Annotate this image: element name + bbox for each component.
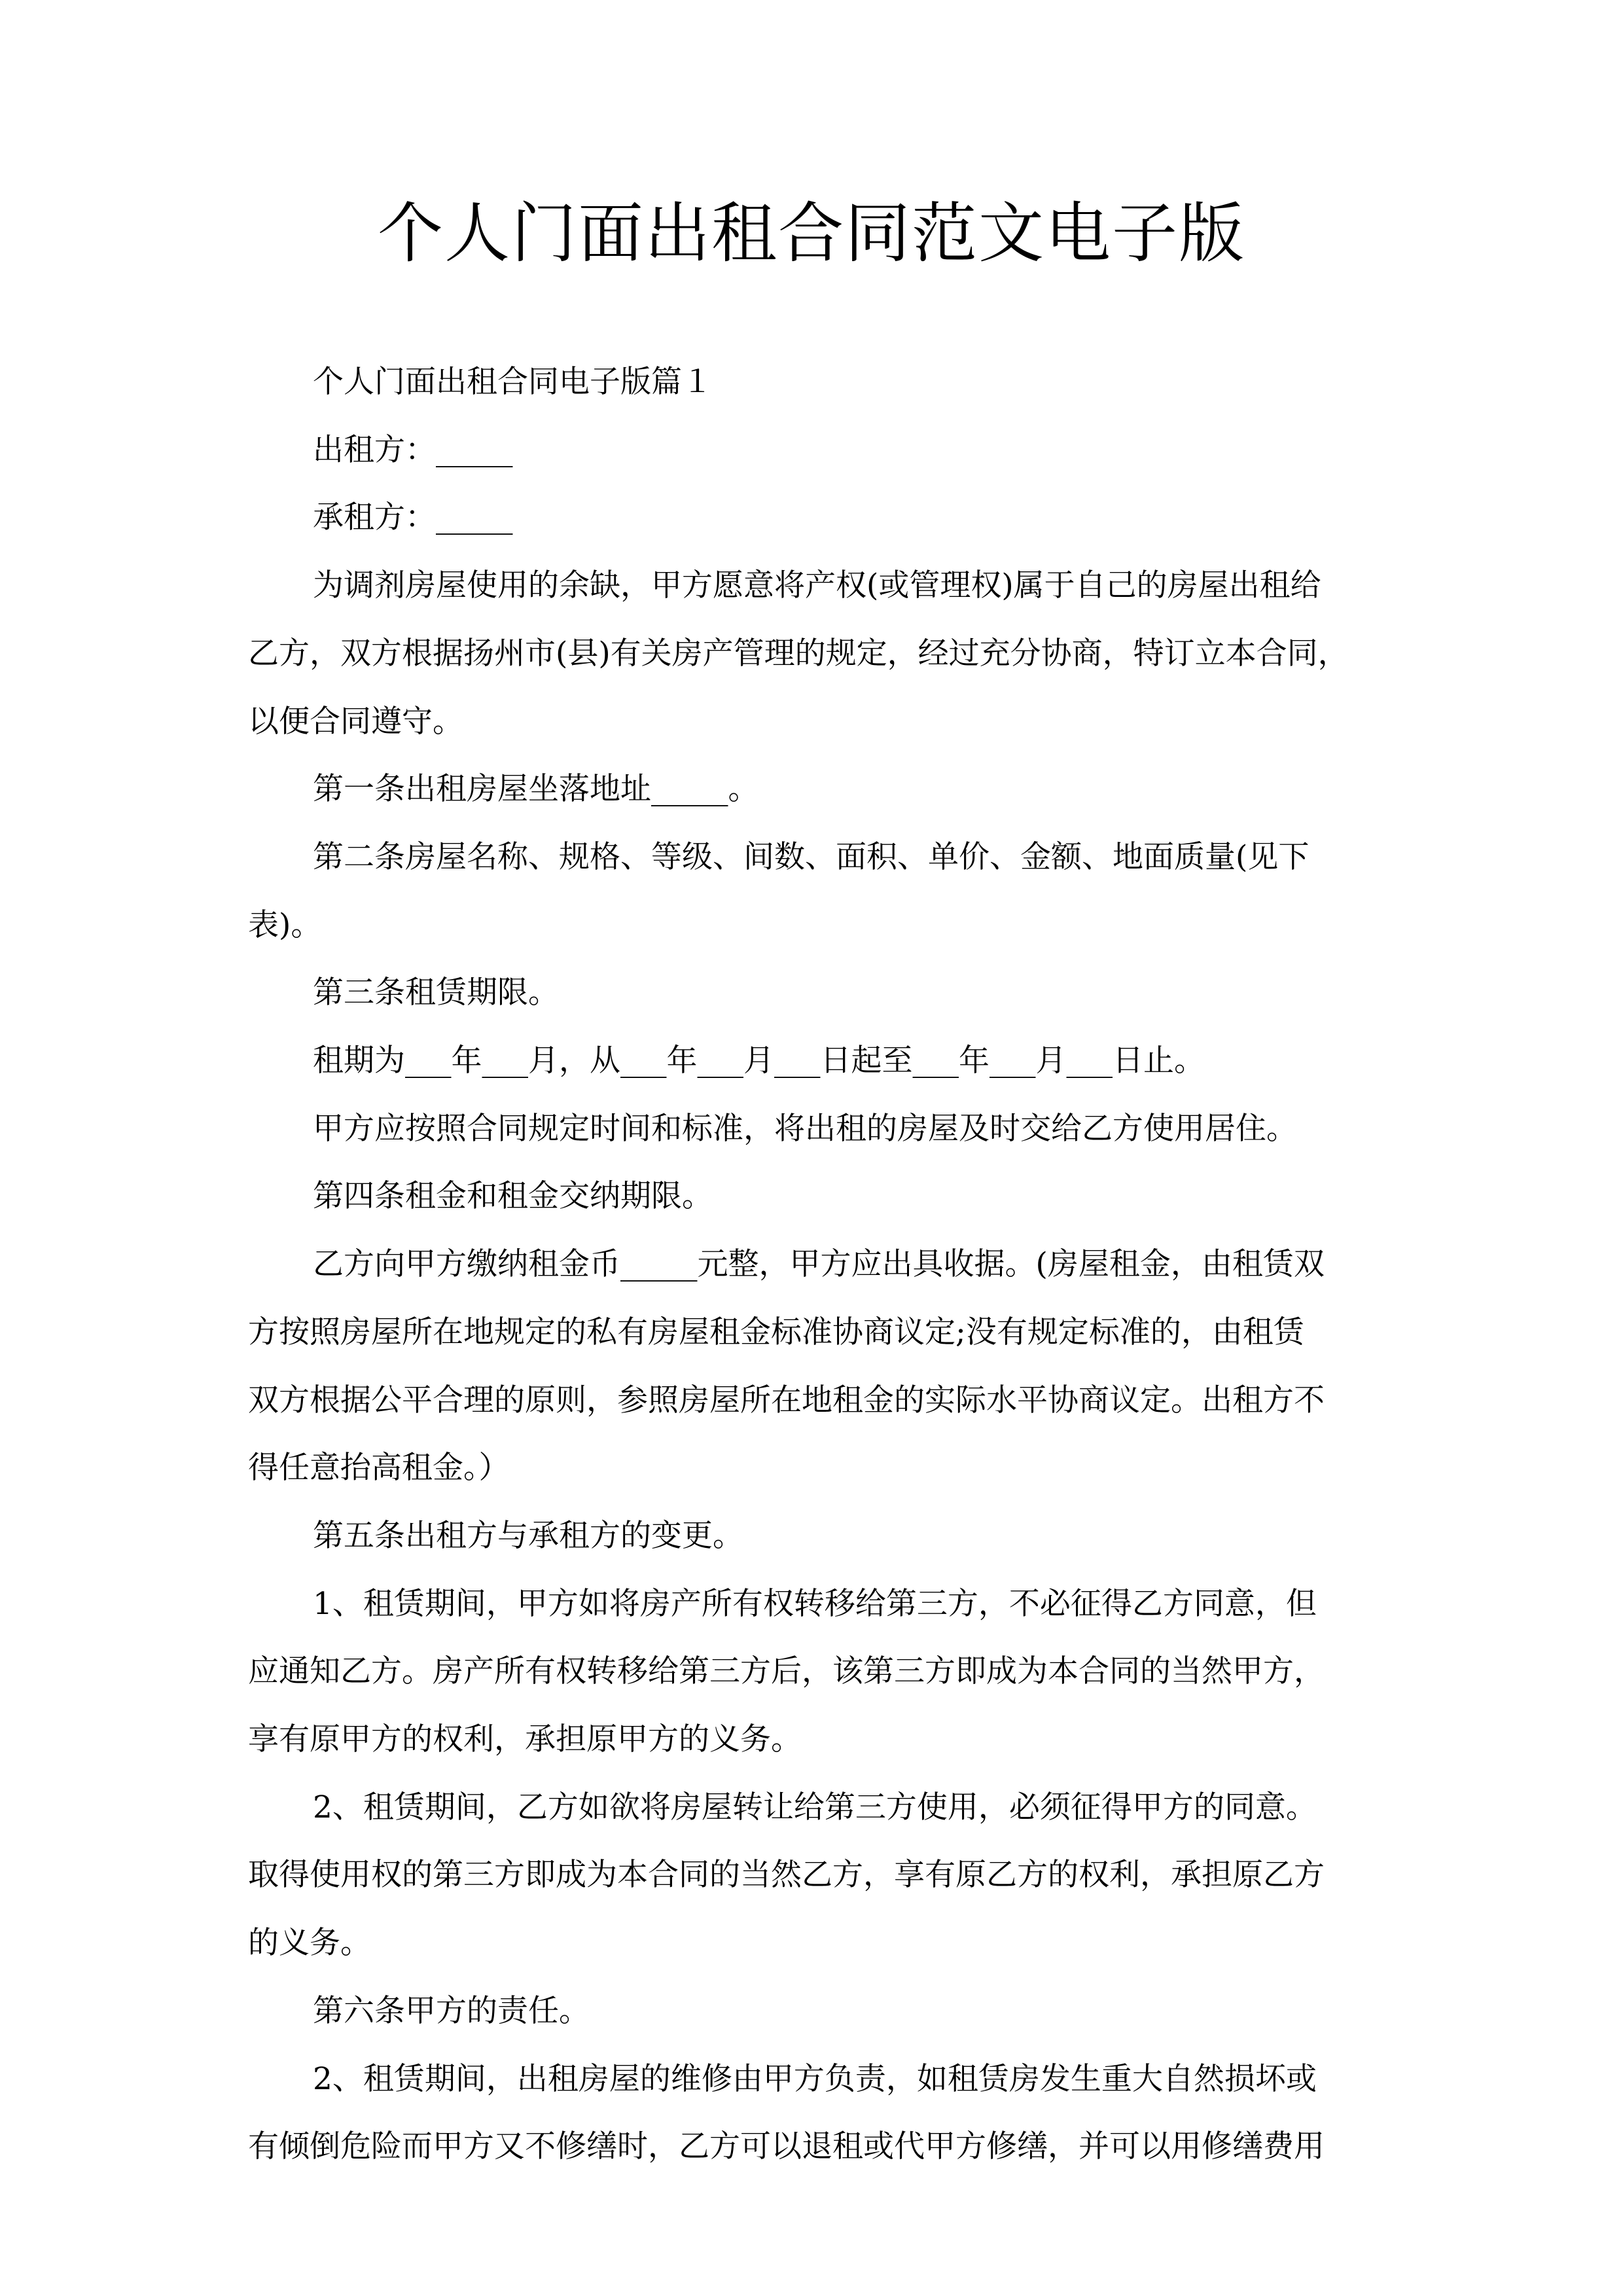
preamble-paragraph — [248, 552, 1390, 755]
article-5-item-2 — [248, 1774, 1390, 1977]
document-body — [248, 348, 1390, 2181]
rent-clause — [248, 1230, 1390, 1502]
text-line: 双方根据公平合理的原则，参照房屋所在地租金的实际水平协商议定。出租方不 — [248, 1382, 1325, 1418]
text-line: 第六条甲方的责任。 — [313, 1992, 590, 2029]
article-6-item-2 — [248, 2045, 1390, 2181]
text-line: 第五条出租方与承租方的变更。 — [313, 1517, 743, 1554]
text-line: 表)。 — [248, 906, 322, 943]
article-6-heading — [248, 1977, 1390, 2045]
text-line: 第三条租赁期限。 — [313, 975, 559, 1011]
text-line: 以便合同遵守。 — [248, 703, 463, 740]
text-line: 1、租赁期间，甲方如将房产所有权转移给第三方，不必征得乙方同意，但 — [313, 1585, 1317, 1622]
text-line: 2、租赁期间，乙方如欲将房屋转让给第三方使用，必须征得甲方的同意。 — [313, 1789, 1317, 1825]
text-line: 得任意抬高租金。） — [248, 1450, 510, 1486]
text-line: 第一条出租房屋坐落地址_____。 — [313, 771, 759, 808]
article-5-heading — [248, 1502, 1390, 1570]
text-line: 享有原甲方的权利，承担原甲方的义务。 — [248, 1721, 802, 1758]
section-heading — [248, 348, 1390, 416]
text-line: 甲方应按照合同规定时间和标准，将出租的房屋及时交给乙方使用居住。 — [313, 1110, 1297, 1147]
text-line: 第二条房屋名称、规格、等级、间数、面积、单价、金额、地面质量(见下 — [313, 838, 1310, 875]
lessee-field — [248, 484, 1390, 552]
text-line: 应通知乙方。房产所有权转移给第三方后，该第三方即成为本合同的当然甲方， — [248, 1653, 1325, 1690]
article-3-heading — [248, 959, 1390, 1027]
document-title: 个人门面出租合同范文电子版 — [378, 195, 1245, 272]
lease-term — [248, 1027, 1390, 1095]
article-4-heading — [248, 1162, 1390, 1230]
text-line: 出租方：_____ — [313, 431, 513, 468]
text-line: 个人门面出租合同电子版篇１ — [313, 364, 713, 400]
text-line: 为调剂房屋使用的余缺，甲方愿意将产权(或管理权)属于自己的房屋出租给 — [313, 567, 1321, 604]
text-line: 取得使用权的第三方即成为本合同的当然乙方，享有原乙方的权利，承担原乙方 — [248, 1857, 1325, 1893]
text-line: 承租方：_____ — [313, 499, 513, 536]
text-line: 乙方，双方根据扬州市(县)有关房产管理的规定，经过充分协商，特订立本合同， — [248, 635, 1349, 672]
article-5-item-1 — [248, 1570, 1390, 1774]
text-line: 的义务。 — [248, 1925, 371, 1962]
text-line: 2、租赁期间，出租房屋的维修由甲方负责，如租赁房发生重大自然损坏或 — [313, 2060, 1317, 2097]
article-2 — [248, 823, 1390, 959]
text-line: 第四条租金和租金交纳期限。 — [313, 1178, 713, 1215]
text-line: 租期为___年___月，从___年___月___日起至___年___月___日止。 — [313, 1043, 1205, 1079]
article-1 — [248, 755, 1390, 823]
text-line: 乙方向甲方缴纳租金币_____元整，甲方应出具收据。(房屋租金，由租赁双 — [313, 1246, 1325, 1283]
handover-clause — [248, 1095, 1390, 1163]
text-line: 方按照房屋所在地规定的私有房屋租金标准协商议定;没有规定标准的，由租赁 — [248, 1314, 1304, 1350]
lessor-field — [248, 416, 1390, 484]
text-line: 有倾倒危险而甲方又不修缮时，乙方可以退租或代甲方修缮，并可以用修缮费用 — [248, 2128, 1325, 2165]
